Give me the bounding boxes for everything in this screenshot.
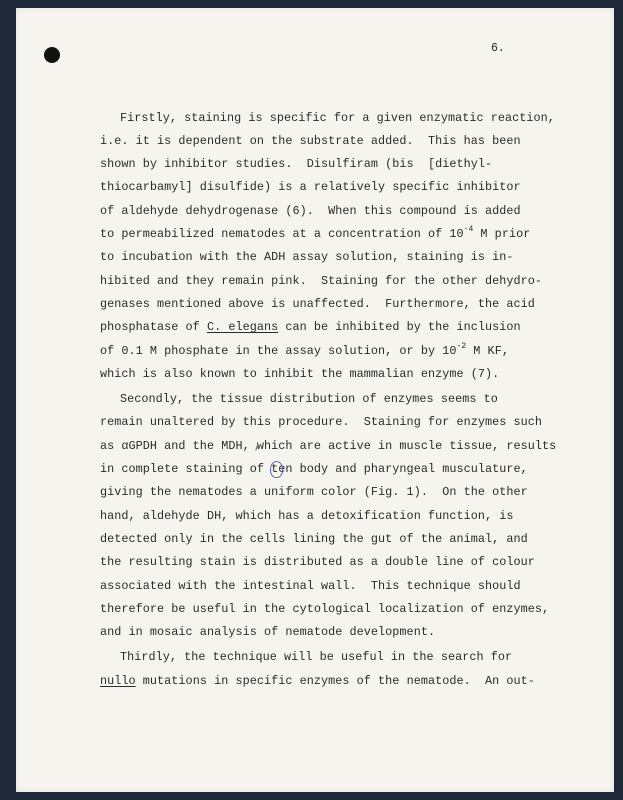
text-line xyxy=(100,320,521,334)
page-number: 6. xyxy=(491,42,505,55)
text-line: of aldehyde dehydrogenase (6). When this compound is added xyxy=(100,204,521,218)
text-span: can be inhibited by the inclusion xyxy=(278,320,521,334)
text-line xyxy=(100,674,535,688)
text-span: mutations in specific enzymes of the nematode. An out- xyxy=(135,674,535,688)
text-line: the resulting stain is distributed as a double line of colour xyxy=(100,555,535,569)
text-span: to permeabilized nematodes at a concentration of 10 xyxy=(100,227,464,241)
text-line: thiocarbamyl] disulfide) is a relatively specific inhibitor xyxy=(100,180,521,194)
handwritten-correction-mark xyxy=(270,461,283,478)
text-line: Secondly, the tissue distribution of enzymes seems to xyxy=(120,392,498,406)
text-line: Firstly, staining is specific for a given enzymatic reaction, xyxy=(120,111,555,125)
text-line: and in mosaic analysis of nematode development. xyxy=(100,625,436,639)
document-page xyxy=(16,8,614,792)
text-line: associated with the intestinal wall. This technique should xyxy=(100,579,521,593)
underlined-term: nullo xyxy=(100,674,136,688)
text-line: which is also known to inhibit the mammalian enzyme (7). xyxy=(100,367,500,381)
text-span: of 0.1 M phosphate in the assay solution, or by 10 xyxy=(100,344,457,358)
text-line: hand, aldehyde DH, which has a detoxification function, is xyxy=(100,509,514,523)
text-line xyxy=(100,227,530,241)
text-line: in complete staining of ten body and pharyngeal musculature, xyxy=(100,462,528,476)
text-line xyxy=(100,344,509,358)
text-line: remain unaltered by this procedure. Staining for enzymes such xyxy=(100,415,543,429)
superscript-exponent: -4 xyxy=(463,225,474,234)
species-name: C. elegans xyxy=(206,320,279,334)
text-span: M prior xyxy=(473,227,531,241)
text-line: hibited and they remain pink. Staining for the other dehydro- xyxy=(100,274,543,288)
text-span: phosphatase of xyxy=(100,320,207,334)
text-span: M KF, xyxy=(466,344,509,358)
document-body xyxy=(16,8,614,792)
text-line: shown by inhibitor studies. Disulfiram (bis [diethyl- xyxy=(100,157,493,171)
text-line: Thirdly, the technique will be useful in the search for xyxy=(120,650,513,664)
superscript-exponent: -2 xyxy=(456,342,467,351)
text-line: giving the nematodes a uniform color (Fig. 1). On the other xyxy=(100,485,528,499)
text-line: as αGPDH and the MDH, which are active in muscle tissue, results xyxy=(100,439,557,453)
text-line: detected only in the cells lining the gut of the animal, and xyxy=(100,532,528,546)
text-line: i.e. it is dependent on the substrate added. This has been xyxy=(100,134,521,148)
text-line: genases mentioned above is unaffected. Furthermore, the acid xyxy=(100,297,535,311)
text-line: to incubation with the ADH assay solution, staining is in- xyxy=(100,250,514,264)
text-line: therefore be useful in the cytological localization of enzymes, xyxy=(100,602,550,616)
